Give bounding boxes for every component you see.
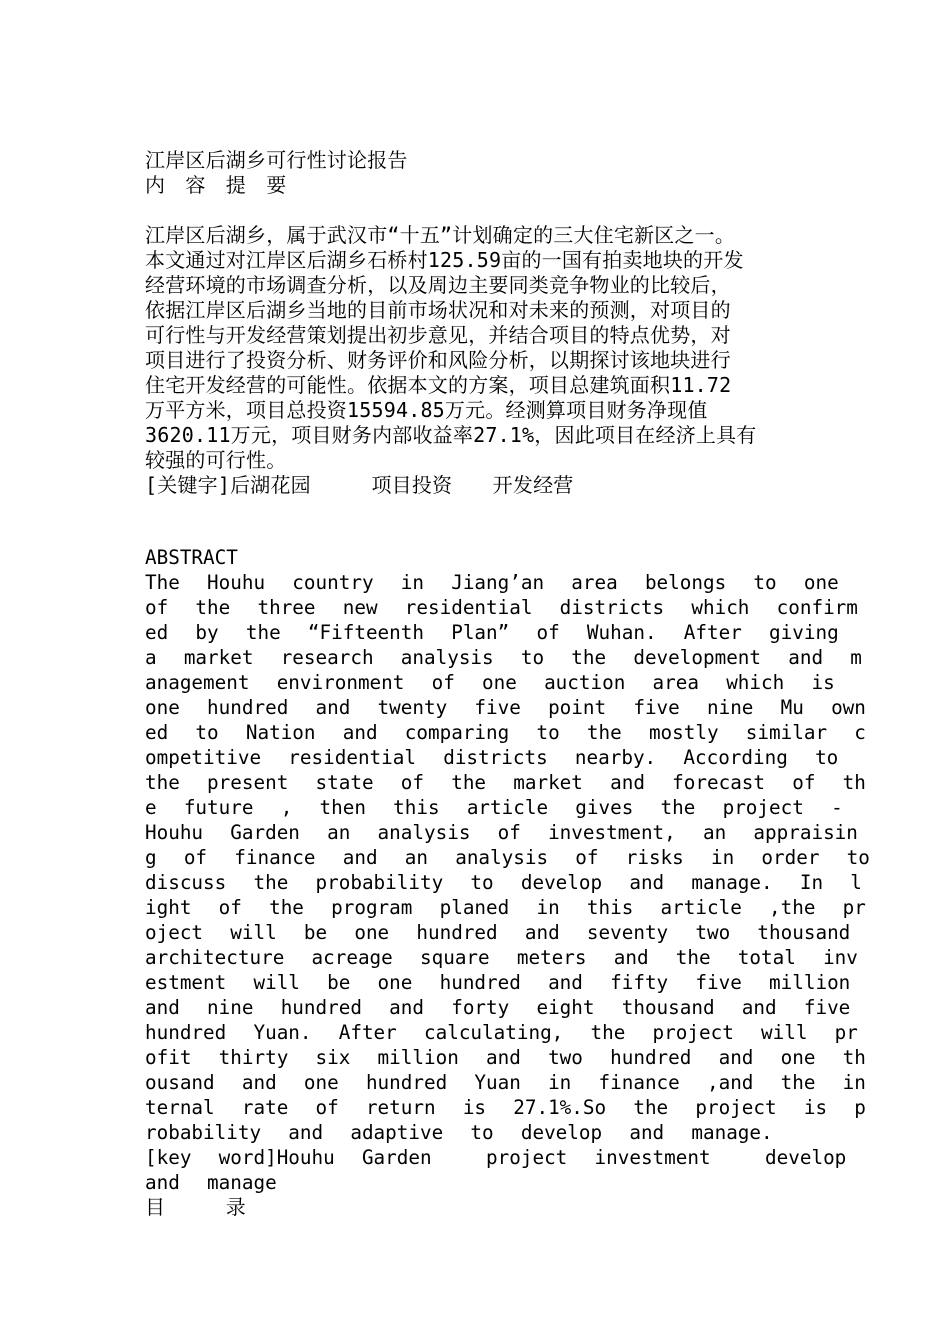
abstract-line: estment will be one hundred and fifty five million [145, 971, 851, 994]
abstract-line: ternal rate of return is 27.1%.So the project is p [145, 1096, 866, 1119]
spacer [145, 198, 825, 223]
document-body [145, 148, 870, 1220]
abstract-line: ight of the program planed in this article ,the pr [145, 896, 866, 919]
abstract-line: anagement environment of one auction area which is [145, 671, 835, 694]
summary-heading: 内 容 提 要 [145, 173, 287, 197]
summary-line: 江岸区后湖乡，属于武汉市“十五”计划确定的三大住宅新区之一。 [145, 223, 736, 247]
abstract-line: oject will be one hundred and seventy two thousand [145, 921, 851, 944]
summary-line: 经营环境的市场调查分析，以及周边主要同类竞争物业的比较后， [145, 273, 731, 297]
summary-line: 住宅开发经营的可能性。依据本文的方案，项目总建筑面积11.72 [145, 373, 732, 397]
summary-line: 万平方米，项目总投资15594.85万元。经测算项目财务净现值 [145, 398, 708, 422]
abstract-line: ed to Nation and comparing to the mostly similar c [145, 721, 866, 744]
abstract-line: ompetitive residential districts nearby. According to [145, 746, 839, 769]
document-title: 江岸区后湖乡可行性讨论报告 [145, 148, 408, 172]
abstract-line: the present state of the market and forecast of th [145, 771, 866, 794]
abstract-line: e future , then this article gives the project - [145, 796, 843, 819]
summary-line: 依据江岸区后湖乡当地的目前市场状况和对未来的预测，对项目的 [145, 298, 731, 322]
abstract-line: g of finance and an analysis of risks in order to [145, 846, 870, 869]
abstract-line: ousand and one hundred Yuan in finance ,and the in [145, 1071, 866, 1094]
abstract-line: ed by the “Fifteenth Plan” of Wuhan. After giving [145, 621, 839, 644]
abstract-line: architecture acreage square meters and the total inv [145, 946, 858, 969]
abstract-heading: ABSTRACT [145, 546, 238, 569]
abstract-line: a market research analysis to the development and m [145, 646, 862, 669]
summary-paragraph [145, 223, 825, 473]
keywords-chinese: [关键字]后湖花园 项目投资 开发经营 [145, 473, 574, 497]
toc-heading: 目 录 [145, 1195, 246, 1219]
summary-line: 较强的可行性。 [145, 448, 287, 472]
abstract-line: one hundred and twenty five point five nine Mu own [145, 696, 866, 719]
abstract-line: and nine hundred and forty eight thousand and five [145, 996, 851, 1019]
abstract-line: discuss the probability to develop and manage. In l [145, 871, 862, 894]
abstract-line: of the three new residential districts which confirm [145, 596, 858, 619]
summary-line: 本文通过对江岸区后湖乡石桥村125.59亩的一国有拍卖地块的开发 [145, 248, 744, 272]
abstract-line: robability and adaptive to develop and manage. [145, 1121, 773, 1144]
abstract-paragraph [145, 570, 870, 1145]
abstract-line: hundred Yuan. After calculating, the project will pr [145, 1021, 858, 1044]
abstract-line: ofit thirty six million and two hundred and one th [145, 1046, 866, 1069]
keywords-english-cont: and manage [145, 1171, 277, 1194]
spacer [145, 498, 825, 545]
summary-line: 3620.11万元，项目财务内部收益率27.1%，因此项目在经济上具有 [145, 423, 757, 447]
abstract-line: The Houhu country in Jiang’an area belongs to one [145, 571, 839, 594]
summary-line: 项目进行了投资分析、财务评价和风险分析，以期探讨该地块进行 [145, 348, 731, 372]
keywords-english: [key word]Houhu Garden project investment develop [145, 1146, 847, 1169]
abstract-line: Houhu Garden an analysis of investment, an appraisin [145, 821, 858, 844]
summary-line: 可行性与开发经营策划提出初步意见，并结合项目的特点优势，对 [145, 323, 731, 347]
